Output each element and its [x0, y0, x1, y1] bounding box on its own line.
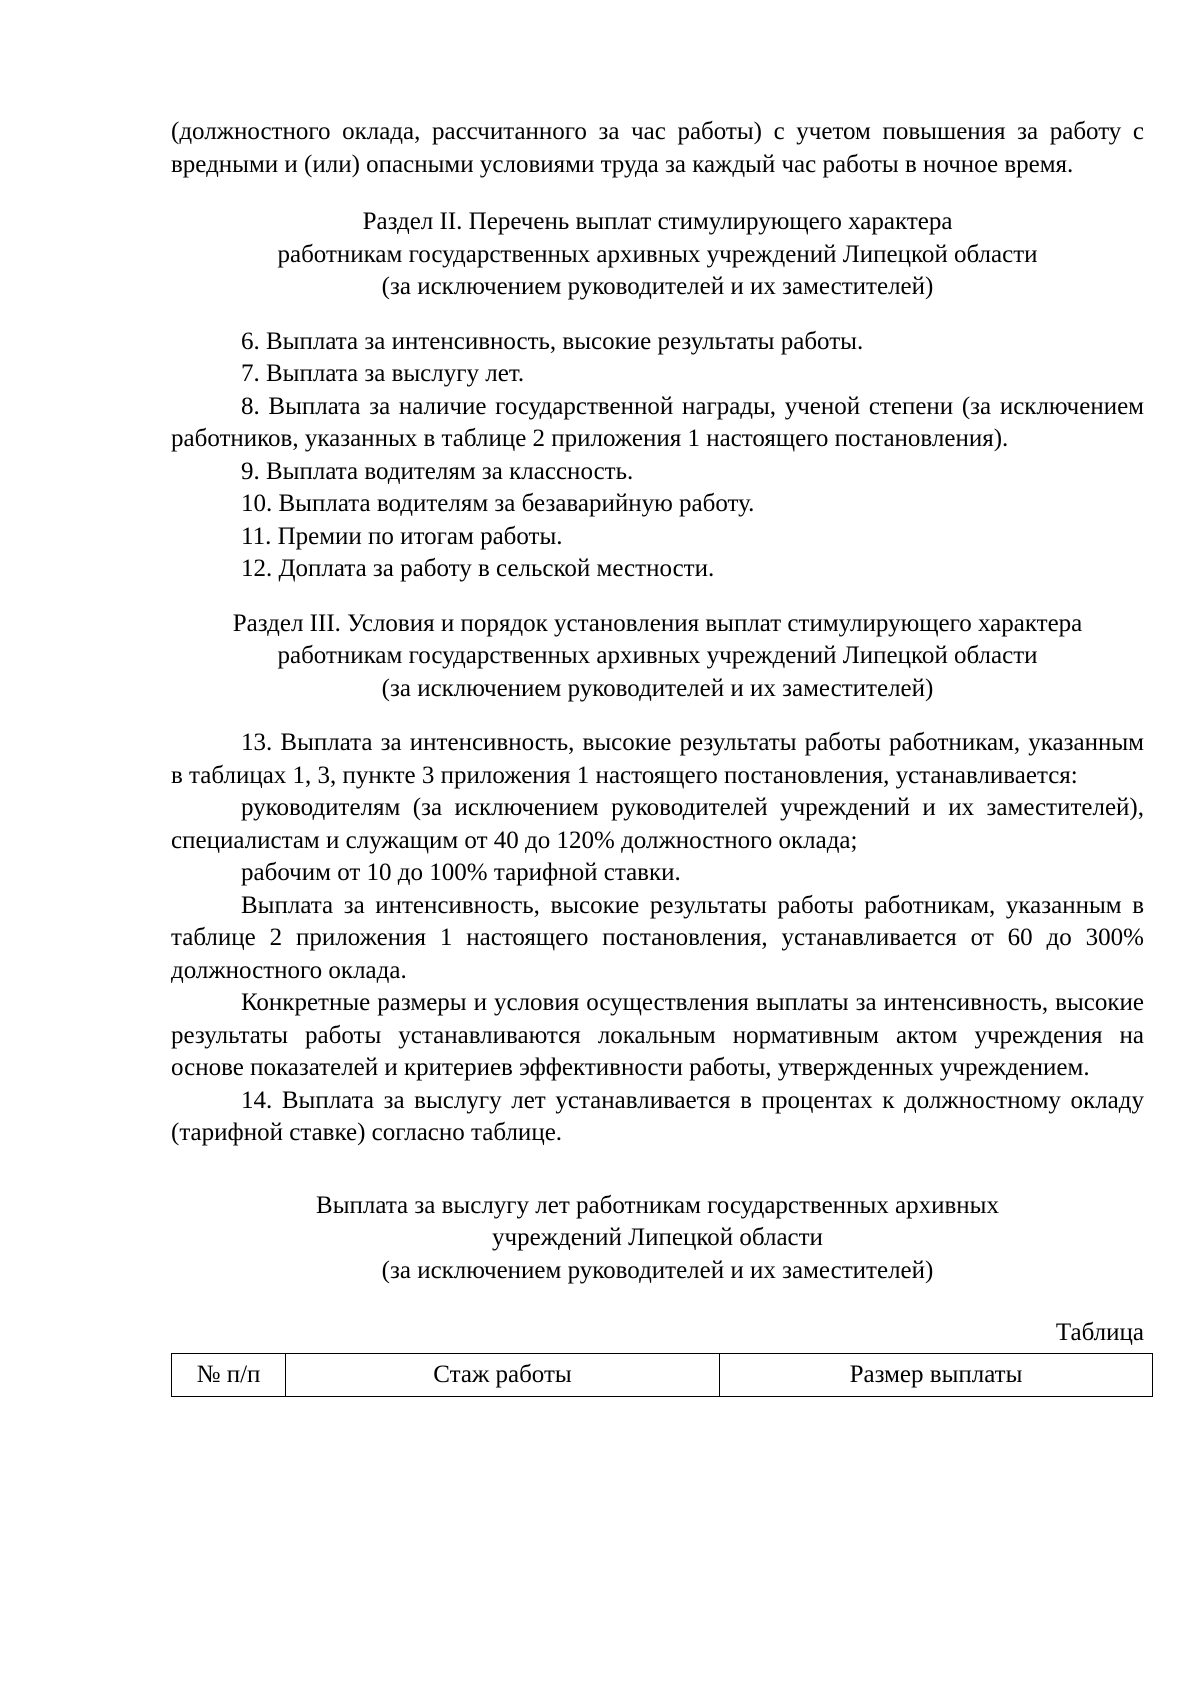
section-3 — [171, 608, 1144, 1150]
document-page — [171, 116, 1144, 1397]
table-title — [171, 1190, 1144, 1288]
paragraph: руководителям (за исключением руководителей учреждений и их заместителей), специалистам и служащим от 40 до 120% должностного оклада; — [171, 794, 1144, 854]
section-3-heading-line: работникам государственных архивных учреждений Липецкой области — [277, 642, 1038, 669]
table-caption: Таблица — [1055, 1319, 1144, 1346]
section-2 — [171, 206, 1144, 586]
list-item: 12. Доплата за работу в сельской местности. — [241, 555, 715, 582]
header-number: № п/п — [172, 1353, 286, 1396]
section-3-heading-line: Раздел III. Условия и порядок установления выплат стимулирующего характера — [232, 609, 1083, 637]
paragraph: 14. Выплата за выслугу лет устанавливается в процентах к должностному окладу (тарифной ставке) согласно таблице. — [171, 1086, 1144, 1146]
paragraph: 13. Выплата за интенсивность, высокие результаты работы работникам, указанным в таблицах 1, 3, пункте 3 приложения 1 настоящего постановления, устанавливается: — [171, 729, 1144, 789]
list-item: 10. Выплата водителям за безаварийную работу. — [241, 490, 755, 517]
section-2-heading-line: Раздел II. Перечень выплат стимулирующего характера — [362, 208, 953, 235]
table-title-line: Выплата за выслугу лет работникам государственных архивных — [316, 1191, 999, 1219]
table-title-line: учреждений Липецкой области — [492, 1224, 823, 1251]
intro-paragraph: (должностного оклада, рассчитанного за час работы) с учетом повышения за работу с вредными и (или) опасными условиями труда за каждый час работы в ночное время. — [171, 118, 1144, 178]
paragraph: рабочим от 10 до 100% тарифной ставки. — [241, 859, 681, 886]
table-header-row — [172, 1353, 1153, 1396]
list-item: 6. Выплата за интенсивность, высокие результаты работы. — [241, 327, 864, 355]
paragraph: Конкретные размеры и условия осуществления выплаты за интенсивность, высокие результаты работы устанавливаются локальным нормативным актом учреждения на основе показателей и критериев эффективности работы, утвержденных учреждением. — [171, 989, 1144, 1081]
section-2-heading — [171, 206, 1144, 304]
header-experience: Стаж работы — [286, 1353, 720, 1396]
section-2-heading-line: работникам государственных архивных учреждений Липецкой области — [277, 240, 1038, 268]
table-title-line: (за исключением руководителей и их заместителей) — [381, 1256, 934, 1284]
list-item: 7. Выплата за выслугу лет. — [241, 360, 525, 387]
list-item: 9. Выплата водителям за классность. — [241, 457, 634, 485]
paragraph: Выплата за интенсивность, высокие результаты работы работникам, указанным в таблице 2 приложения 1 настоящего постановления, устанавливается от 60 до 300% должностного оклада. — [171, 891, 1144, 984]
section-2-heading-line: (за исключением руководителей и их заместителей) — [381, 273, 934, 300]
section-3-heading — [171, 608, 1144, 706]
list-item: 8. Выплата за наличие государственной награды, ученой степени (за исключением работников, указанных в таблице 2 приложения 1 настоящего постановления). — [171, 392, 1144, 452]
list-item: 11. Премии по итогам работы. — [241, 522, 563, 550]
header-payment: Размер выплаты — [720, 1353, 1153, 1396]
service-length-table — [171, 1353, 1153, 1397]
section-3-heading-line: (за исключением руководителей и их заместителей) — [381, 674, 934, 702]
